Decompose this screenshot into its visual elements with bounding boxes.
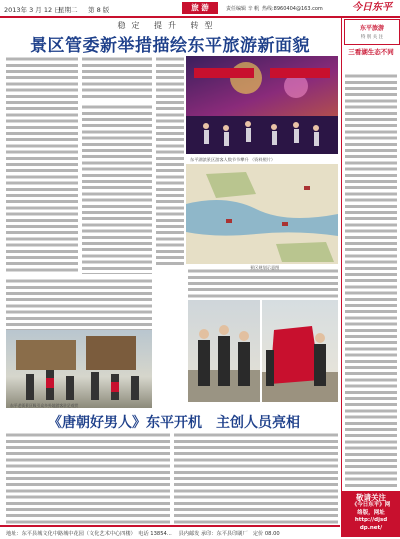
left-photo-caption: 东平老街景区吸引众多外地游客驻足观赏 (10, 403, 79, 408)
sidebar-text (345, 73, 397, 487)
map-graphic (186, 164, 338, 264)
footer-text: 地址：东平县城文化中路城中花园（文化艺术中心四楼） 电话 13854... 县内邮发 承印：东平县印刷厂 定价 08.00 (6, 531, 280, 537)
section-tab: 旅 游 (182, 2, 218, 14)
article2-text-right (174, 432, 338, 524)
body-text-column-2 (82, 104, 152, 274)
sidebar (341, 17, 400, 537)
contact-line: 热线:8960404@163.com (262, 6, 323, 12)
masthead-bar (0, 0, 400, 16)
sidebar-banner-title: 东平旅游 (359, 25, 384, 32)
sidebar-banner (344, 19, 400, 45)
promo-line-1: 敬请关注 (356, 493, 386, 502)
ceremony-photo-1 (188, 300, 260, 402)
stage-graphic (186, 56, 338, 154)
header-rule (0, 16, 400, 18)
performance-photo (186, 56, 338, 154)
promo-line-2: 《今日东平》网 (351, 502, 391, 508)
crowd-graphic (6, 330, 152, 408)
body-text-column-3 (156, 56, 184, 266)
editor-credit: 责任编辑 辛 帆 (226, 6, 260, 12)
ceremony-graphic-1 (188, 300, 260, 402)
ceremony-photo-2 (262, 300, 338, 402)
article2-headline: 《唐朝好男人》东平开机 主创人员亮相 (48, 415, 300, 431)
visitors-photo (6, 330, 152, 408)
issue-date: 2013年 3 月 12 日 (4, 6, 61, 14)
article2-text-left (6, 432, 170, 524)
article-headline: 景区管委新举措描绘东平旅游新面貌 (30, 36, 310, 56)
promo-line-5: dp.net/ (359, 524, 383, 531)
promo-line-4: http://djsd (354, 517, 388, 523)
scenic-map (186, 164, 338, 264)
page-number: 第 8 版 (88, 6, 110, 14)
sidebar-banner-sub: 特 别 关 注 (360, 35, 384, 40)
promo-line-3: 络版，网址 (357, 509, 385, 516)
body-text-column-1 (6, 56, 78, 274)
footer (0, 527, 340, 539)
ceremony-graphic-2 (262, 300, 338, 402)
article-kicker: 稳定 提升 转型 (117, 21, 219, 30)
issue-weekday: 星期二 (58, 6, 78, 14)
body-text-column-2a (82, 56, 152, 98)
newspaper-logo: 今日东平 (352, 2, 392, 13)
sidebar-article-title: 三看湖生态不同 (348, 48, 394, 56)
sidebar-promo (342, 491, 400, 537)
top-photo-caption: 东平湖滨景区游客人数节节攀升 （资料照片） (190, 157, 276, 162)
map-caption: 景区规划示意图 (250, 265, 280, 270)
body-text-column-4 (188, 268, 338, 298)
